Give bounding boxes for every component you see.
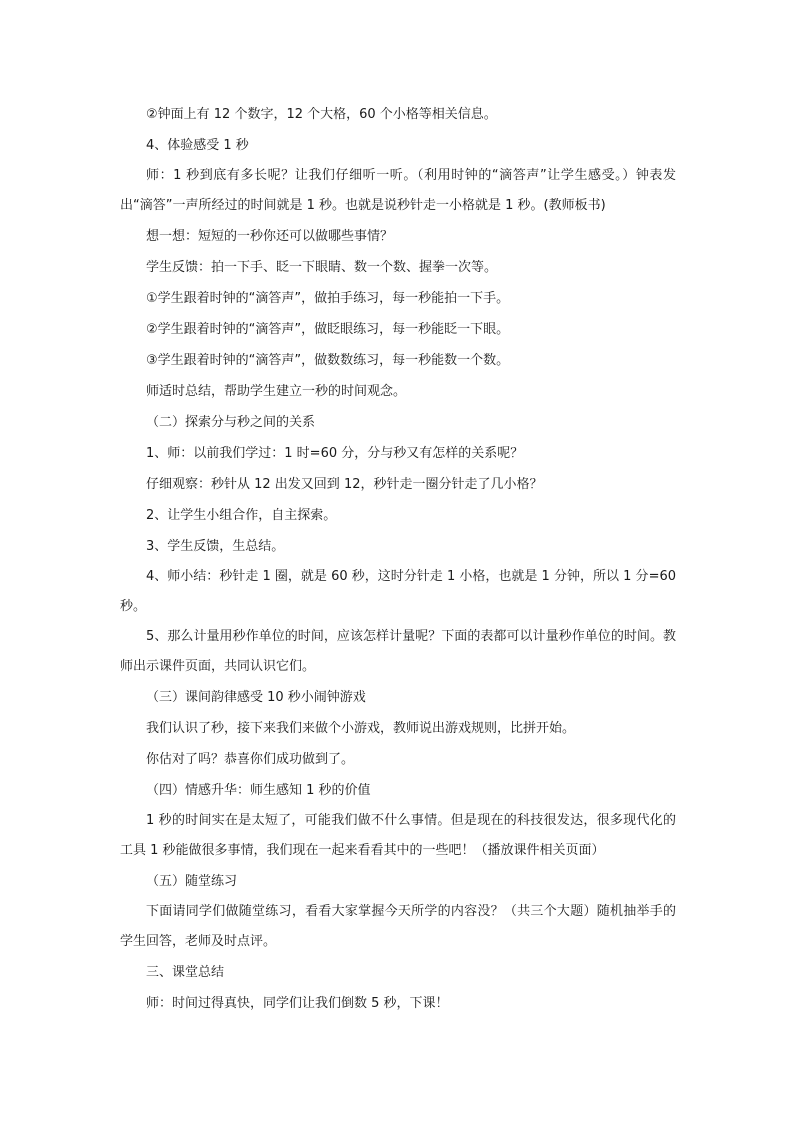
paragraph-hour-minute-recall: 1、师：以前我们学过：1 时=60 分，分与秒又有怎样的关系呢？ bbox=[146, 446, 524, 461]
paragraph-think-about-it: 想一想：短短的一秒你还可以做哪些事情？ bbox=[146, 229, 394, 244]
paragraph-game-result: 你估对了吗？恭喜你们成功做到了。 bbox=[146, 752, 355, 767]
paragraph-game-intro: 我们认识了秒，接下来我们来做个小游戏，教师说出游戏规则，比拼开始。 bbox=[146, 721, 576, 736]
list-item-count-practice: ③学生跟着时钟的“滴答声”，做数数练习，每一秒能数一个数。 bbox=[146, 353, 510, 368]
heading-experience-one-second: 4、体验感受 1 秒 bbox=[146, 138, 249, 153]
paragraph-countdown-end: 师：时间过得真快，同学们让我们倒数 5 秒，下课！ bbox=[146, 996, 449, 1011]
paragraph-student-summary: 3、学生反馈，生总结。 bbox=[146, 539, 285, 554]
paragraph-teacher-tick-sound: 师：1 秒到底有多长呢？让我们仔细听一听。（利用时钟的“滴答声”让学生感受。）钟表发出“滴答”一声所经过的时间就是 1 秒。也就是说秒针走一小格就是 1 秒。(教师板书) bbox=[120, 168, 676, 213]
heading-practice: （五）随堂练习 bbox=[146, 874, 238, 889]
paragraph-student-feedback: 学生反馈：拍一下手、眨一下眼睛、数一个数、握拳一次等。 bbox=[146, 260, 498, 275]
paragraph-teacher-summary: 师适时总结，帮助学生建立一秒的时间观念。 bbox=[146, 384, 407, 399]
document-body bbox=[120, 99, 676, 1019]
list-item-blink-practice: ②学生跟着时钟的“滴答声”，做眨眼练习，每一秒能眨一下眼。 bbox=[146, 322, 510, 337]
paragraph-timekeeping-tools: 5、那么计量用秒作单位的时间，应该怎样计量呢？下面的表都可以计量秒作单位的时间。教师出示课件页面，共同认识它们。 bbox=[120, 629, 676, 674]
paragraph-teacher-conclusion: 4、师小结：秒针走 1 圈，就是 60 秒，这时分针走 1 小格，也就是 1 分钟，所以 1 分=60 秒。 bbox=[120, 569, 676, 614]
heading-class-summary: 三、课堂总结 bbox=[146, 965, 225, 980]
paragraph-clock-face-info: ②钟面上有 12 个数字，12 个大格，60 个小格等相关信息。 bbox=[146, 107, 497, 122]
heading-minutes-seconds-relation: （二）探索分与秒之间的关系 bbox=[146, 415, 316, 430]
heading-value-of-one-second: （四）情感升华：师生感知 1 秒的价值 bbox=[146, 783, 371, 798]
heading-alarm-clock-game: （三）课间韵律感受 10 秒小闹钟游戏 bbox=[146, 690, 366, 705]
list-item-clap-practice: ①学生跟着时钟的“滴答声”，做拍手练习，每一秒能拍一下手。 bbox=[146, 291, 510, 306]
paragraph-group-explore: 2、让学生小组合作，自主探索。 bbox=[146, 508, 337, 523]
paragraph-practice-details: 下面请同学们做随堂练习，看看大家掌握今天所学的内容没？（共三个大题）随机抽举手的学生回答，老师及时点评。 bbox=[120, 904, 676, 949]
paragraph-observe-second-hand: 仔细观察：秒针从 12 出发又回到 12，秒针走一圈分针走了几小格？ bbox=[146, 477, 543, 492]
paragraph-modern-tools: 1 秒的时间实在是太短了，可能我们做不什么事情。但是现在的科技很发达，很多现代化的工具 1 秒能做很多事情，我们现在一起来看看其中的一些吧！（播放课件相关页面） bbox=[120, 813, 676, 858]
